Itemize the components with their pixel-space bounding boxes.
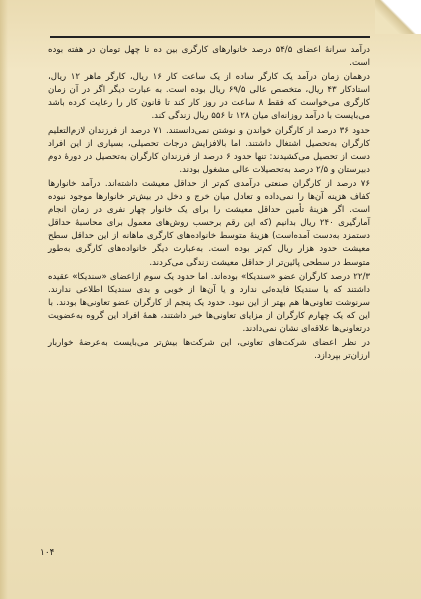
paragraph-4: ۷۶ درصد از کارگران صنعتی درآمدی کم‌تر از حداقل معیشت داشته‌اند. درآمد خانوارها کفاف هزینه آن‌ها را نمی‌داده و تعادل میان خرج و دخل در بیش‌تر خانوارها موجود نبوده است. اگر هزینهٔ تأمین حداقل معیشت را برای یک خانوار چهار نفری در زمان انجام آمارگیری ۲۴۰ ریال بدانیم (که این رقم برحسب روش‌های معمول برای محاسبهٔ حداقل دستمزد به‌دست آمده‌است) هزینهٔ متوسط خانواده‌های کارگری ماهانه از این حداقل سطح معیشت حدود هزار ریال کم‌تر بوده است. به‌عبارت دیگر خانواده‌های کارگری به‌طور متوسط در سطحی پائین‌تر از حداقل معیشت زندگی می‌کردند. [48, 178, 370, 268]
body-text [48, 44, 370, 364]
folded-corner [375, 0, 421, 34]
paragraph-3: حدود ۳۶ درصد از کارگران خواندن و نوشتن نمی‌دانستند. ۷۱ درصد از فرزندان لازم‌التعلیم کارگران به‌تحصیل اشتغال داشتند. اما بالافزایش درجات تحصیلی، بسیاری از این افراد دست از تحصیل می‌کشیدند: تنها حدود ۶ درصد از فرزندان کارگران به‌تحصیل در دورهٔ دوم دبیرستان و ۲/۵ درصد به‌تحصیلات عالی مشغول بودند. [48, 125, 370, 175]
page-number: ۱۰۴ [40, 548, 55, 558]
paragraph-1: درآمد سرانهٔ اعضای ۵۴/۵ درصد خانوارهای کارگری بین ده تا چهل تومان در هفته بوده است. [48, 45, 370, 69]
header-rule [50, 36, 370, 38]
paragraph-5: ۲۲/۳ درصد کارگران عضو «سندیکا» بوده‌اند. اما حدود یک سوم ازاعضای «سندیکا» عقیده داشتند که یا سندیکا فایده‌ئی ندارد و یا آن‌ها از خوبی و بدی سندیکا اطلاعی ندارند. سرنوشت تعاونی‌ها هم بهتر از این نبود. حدود یک پنجم از کارگران عضو تعاونی‌ها بودند. با این که یک چهارم کارگران از مزایای تعاونی‌ها خبر داشتند، همهٔ افراد این گروه به‌عضویت درتعاونی‌ها علاقه‌ای نشان نمی‌دادند. [48, 271, 370, 334]
paragraph-2: درهمان زمان درآمد یک کارگر ساده از یک ساعت کار ۱۶ ریال، کارگر ماهر ۱۲ ریال، استادکار ۴۳ ریال، متخصص عالی ۶۹/۵ ریال بوده است. به عبارت دیگر اگر در آن زمان کارگری می‌خواست که فقط ۸ ساعت در روز کار کند تا قانون کار را رعایت کرده باشد می‌بایست با درآمد روزانه‌ای میان ۱۲۸ تا ۵۵۶ ریال زندگی کند. [48, 72, 371, 122]
page-edge-shadow [0, 0, 8, 599]
paragraph-6: در نظر اعضای شرکت‌های تعاونی، این شرکت‌ها بیش‌تر می‌بایست به‌عرضهٔ خواربار ارزان‌تر بپردازد. [48, 338, 370, 362]
